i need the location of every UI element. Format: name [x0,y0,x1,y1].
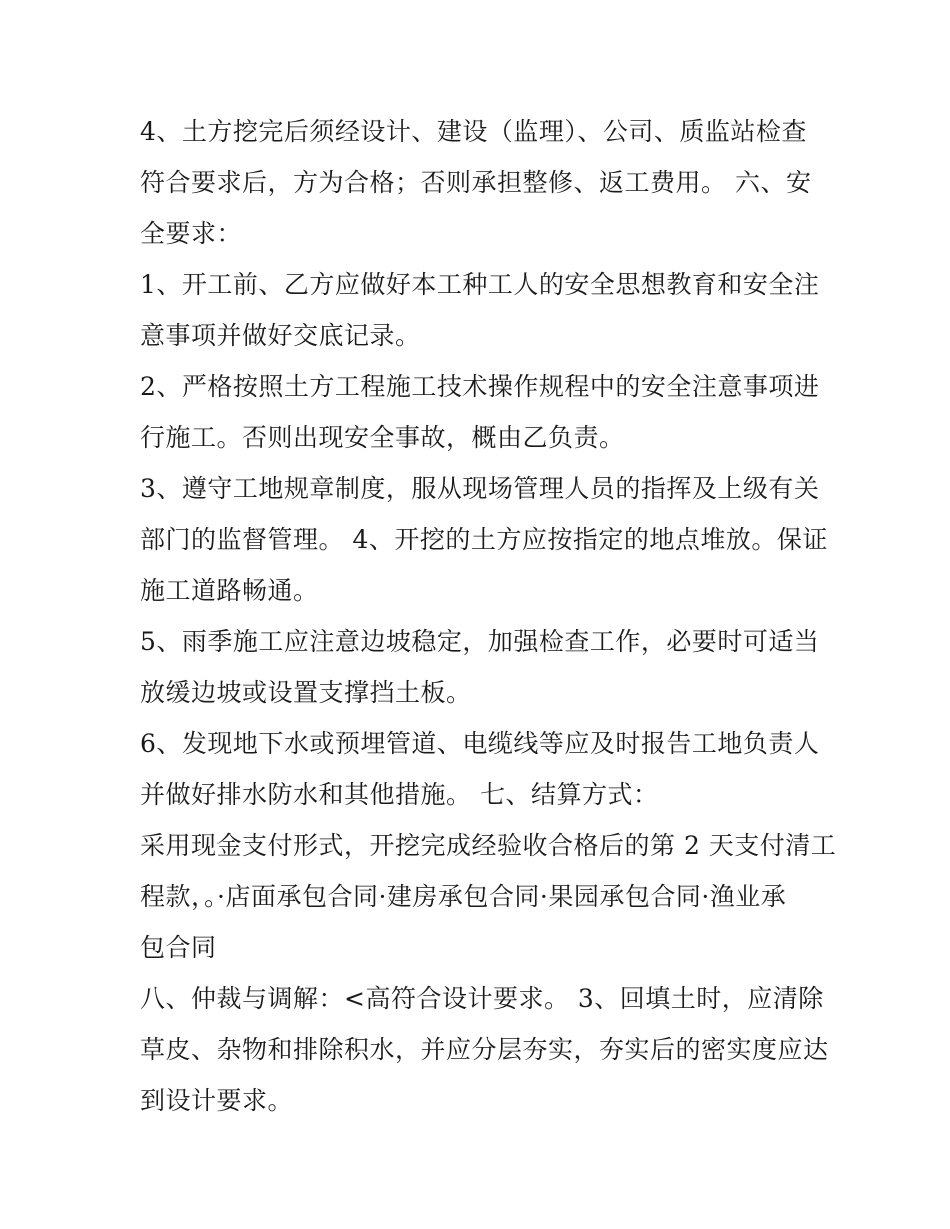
text-line: 意事项并做好交底记录。 [140,321,421,350]
text-line: 6、发现地下水或预埋管道、电缆线等应及时报告工地负责人 [140,729,820,758]
text-line: 八、仲裁与调解：<高符合设计要求。 3、回填土时，应清除 [140,984,824,1013]
text-line: 草皮、杂物和排除积水，并应分层夯实，夯实后的密实度应达 [140,1035,829,1064]
text-line: 4、土方挖完后须经设计、建设（监理）、公司、质监站检查 [140,117,807,146]
text-line: 符合要求后，方为合格；否则承担整修、返工费用。 六、安 [140,168,812,197]
text-line: 全要求： [140,219,243,248]
text-line: 行施工。否则出现安全事故，概由乙负责。 [140,423,625,452]
text-line: 程款，。·店面承包合同·建房承包合同·果园承包合同·渔业承 [140,882,787,911]
text-line: 施工道路畅通。 [140,576,319,605]
text-line: 采用现金支付形式，开挖完成经验收合格后的第 2 天支付清工 [140,831,837,860]
text-line: 并做好排水防水和其他措施。 七、结算方式： [140,780,659,809]
text-line: 部门的监督管理。 4、开挖的土方应按指定的地点堆放。保证 [140,525,828,554]
text-line: 到设计要求。 [140,1086,294,1115]
text-line: 放缓边坡或设置支撑挡土板。 [140,678,472,707]
text-line: 包合同 [140,933,217,962]
document-body [140,106,837,1126]
text-line: 5、雨季施工应注意边坡稳定，加强检查工作，必要时可适当 [140,627,820,656]
text-line: 3、遵守工地规章制度，服从现场管理人员的指挥及上级有关 [140,474,820,503]
text-line: 1、开工前、乙方应做好本工种工人的安全思想教育和安全注 [140,270,820,299]
text-line: 2、严格按照土方工程施工技术操作规程中的安全注意事项进 [140,372,820,401]
